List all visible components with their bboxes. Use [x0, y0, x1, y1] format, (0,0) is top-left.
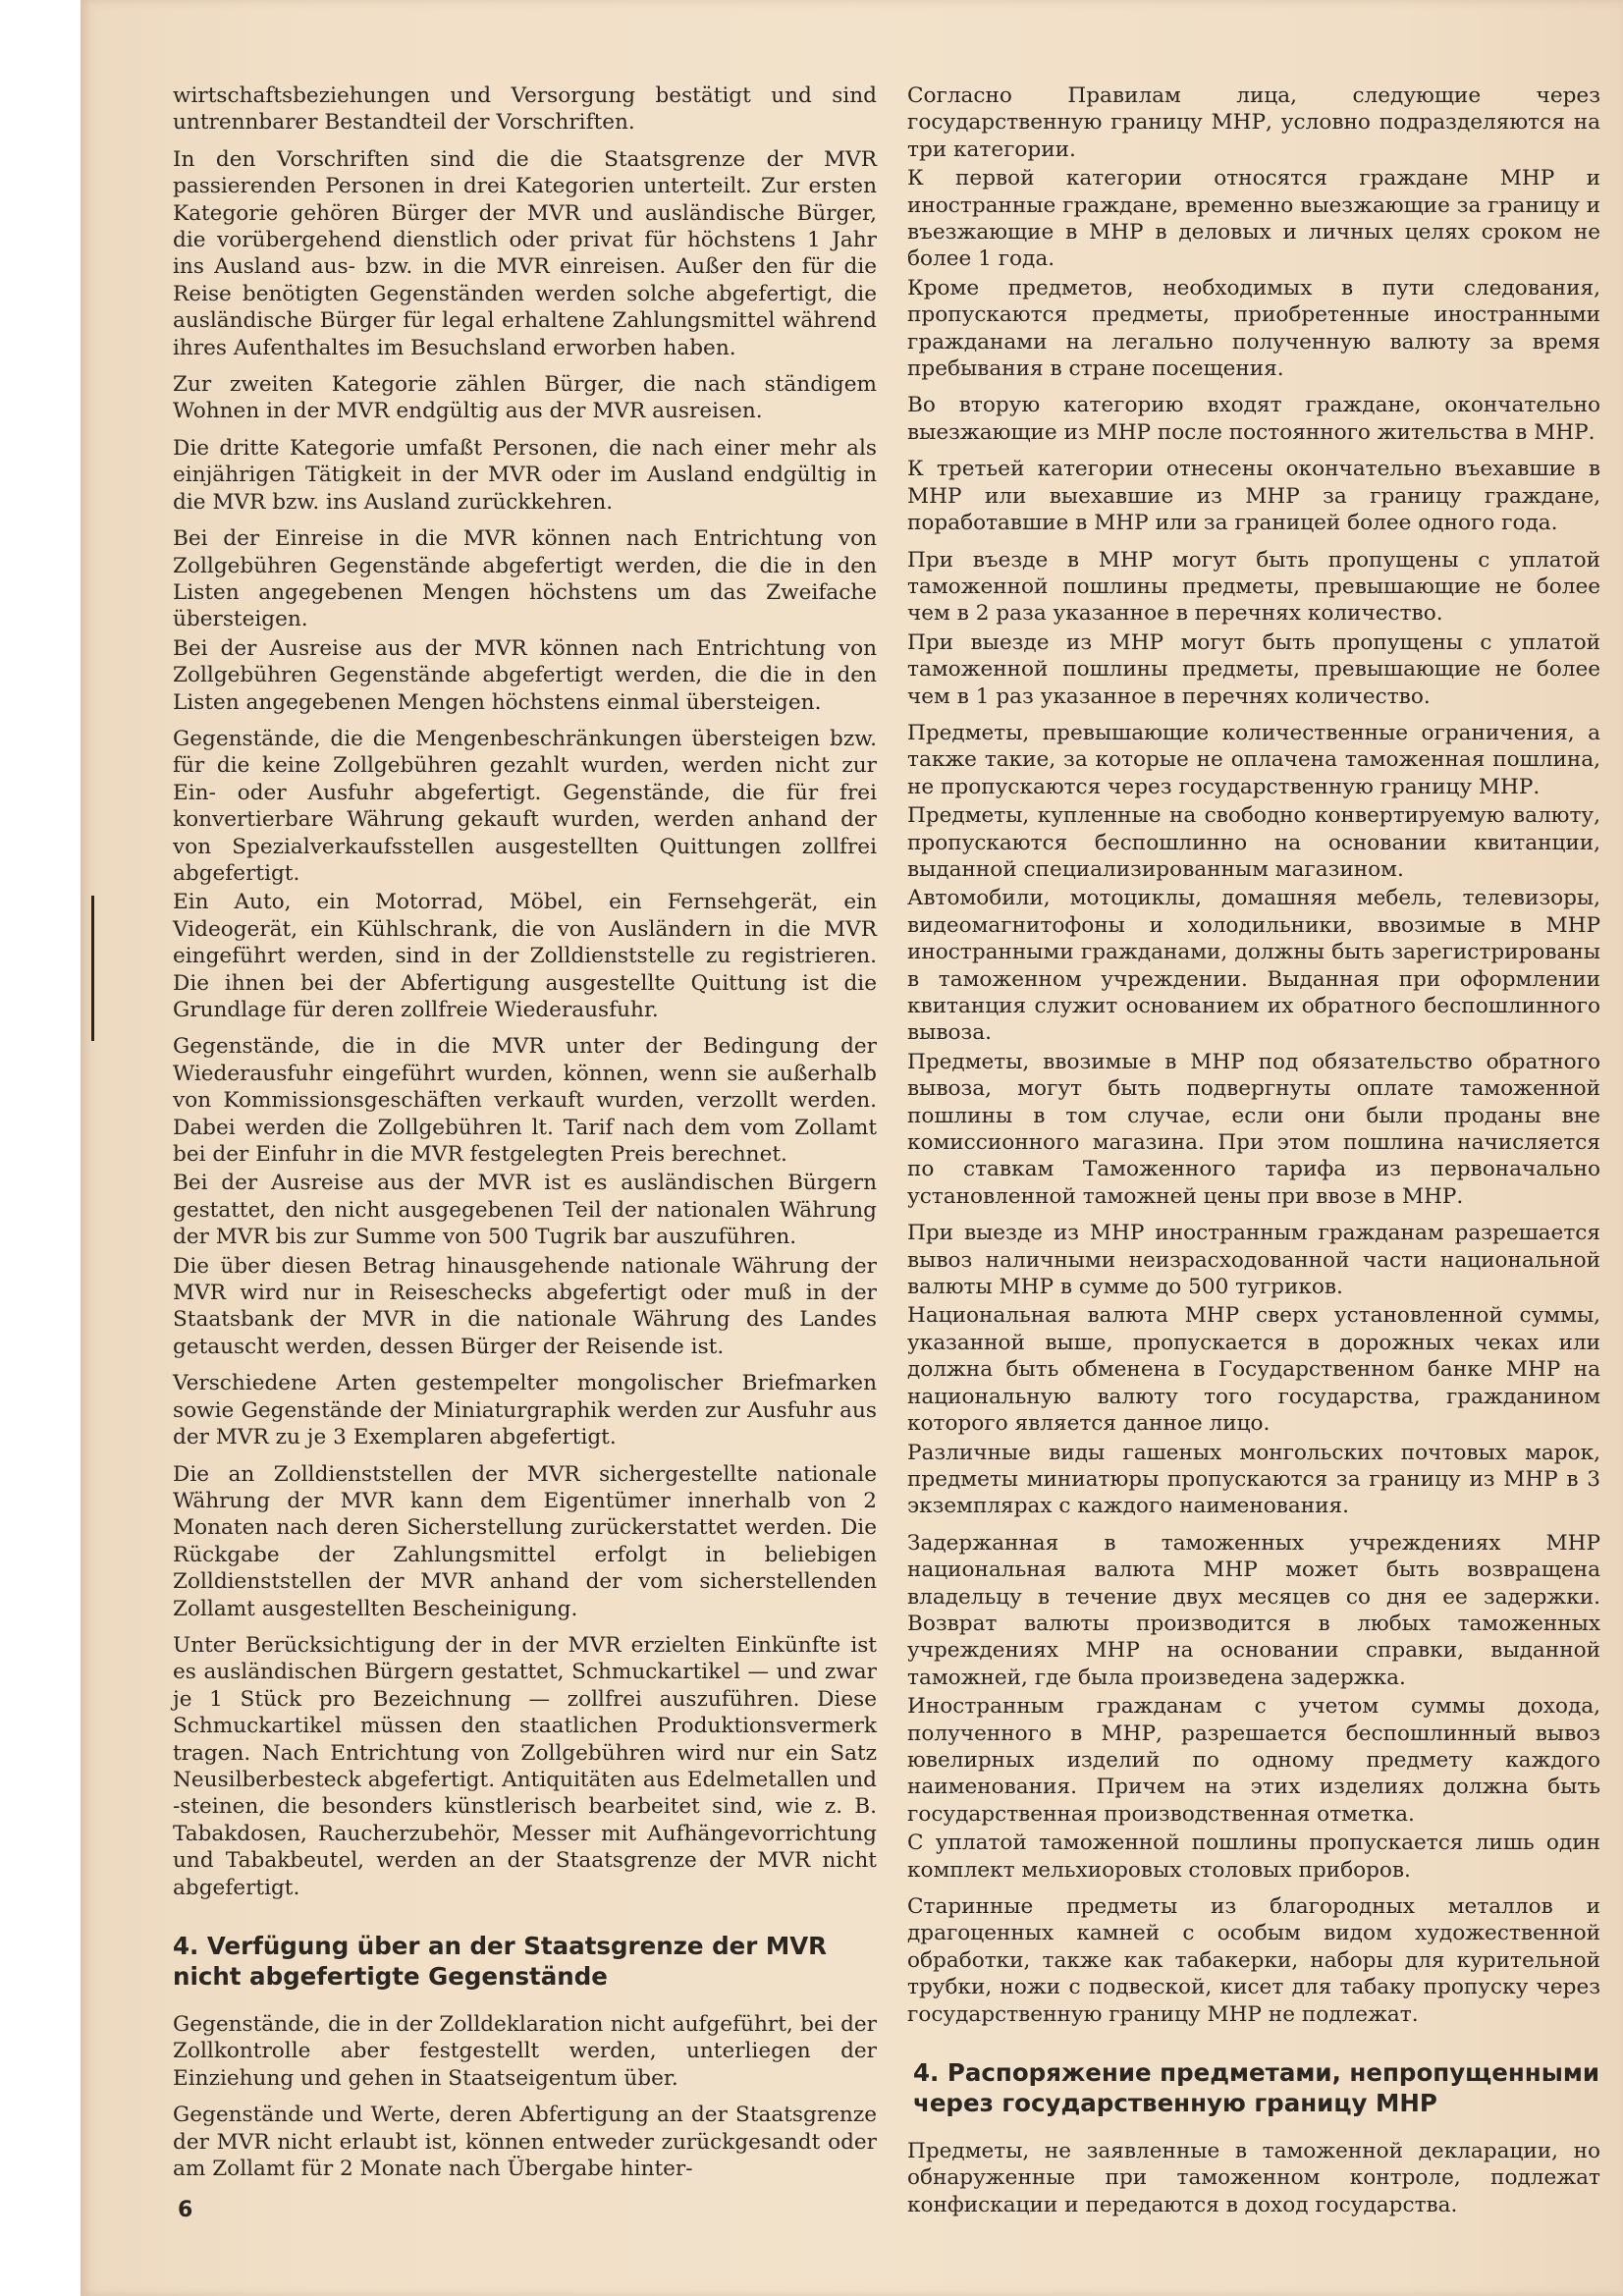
german-paragraph: Gegenstände, die in die MVR unter der Bedingung der Wiederausfuhr eingeführt wurden, können, wenn sie außerhalb von Kommissionsgeschäften verkauft wurden, verzollt werden. Dabei werden die Zollgebühren lt. Tarif nach dem vom Zollamt bei der Einfuhr in die MVR festgelegten Preis berechnet. [173, 1034, 877, 1168]
german-column [173, 82, 877, 2192]
russian-paragraph: С уплатой таможенной пошлины пропускается лишь один комплект мельхиоровых столовых приборов. [907, 1831, 1600, 1883]
german-paragraph: Gegenstände, die in der Zolldeklaration nicht aufgeführt, bei der Zollkontrolle aber festgestellt werden, unterliegen der Einziehung und gehen in Staatseigentum über. [173, 2012, 877, 2091]
german-paragraph: Bei der Ausreise aus der MVR ist es ausländischen Bürgern gestattet, den nicht ausgegebenen Teil der nationalen Währung der MVR bis zur Summe von 500 Tugrik bar auszuführen. [173, 1171, 877, 1250]
russian-paragraph: Предметы, не заявленные в таможенной декларации, но обнаруженные при таможенном контроле, подлежат конфискации и передаются в доход государства. [907, 2139, 1600, 2217]
german-section-heading: 4. Verfügung über an der Staatsgrenze der MVR nicht abgefertigte Gegenstände [173, 1932, 828, 1991]
german-paragraph: Bei der Ausreise aus der MVR können nach Entrichtung von Zollgebühren Gegenstände abgefertigt werden, die die in den Listen angegebenen Mengen höchstens einmal übersteigen. [173, 635, 877, 715]
german-paragraph: Die über diesen Betrag hinausgehende nationale Währung der MVR wird nur in Reiseschecks abgefertigt oder muß in der Staatsbank der MVR in die nationale Währung des Landes getauscht werden, dessen Bürger der Reisende ist. [173, 1253, 877, 1359]
german-paragraph: In den Vorschriften sind die die Staatsgrenze der MVR passierenden Personen in drei Kategorien unterteilt. Zur ersten Kategorie gehören Bürger der MVR und ausländische Bürger, die vorübergehend dienstlich oder privat für höchstens 1 Jahr ins Ausland aus- bzw. in die MVR einreisen. Außer den für die Reise benötigten Gegenständen werden solche abgefertigt, die ausländische Bürger für legal erhaltene Zahlungsmittel während ihres Aufenthaltes im Besuchsland erworben haben. [173, 146, 877, 360]
russian-paragraph: При въезде в МНР могут быть пропущены с уплатой таможенной пошлины предметы, превышающие не более чем в 2 раза указанное в перечнях количество. [907, 547, 1600, 627]
russian-paragraph: Во вторую категорию входят граждане, окончательно выезжающие из МНР после постоянного жительства в МНР. [907, 393, 1600, 445]
russian-paragraph: При выезде из МНР иностранным гражданам разрешается вывоз наличными неизрасходованной части национальной валюты МНР в сумме до 500 тугриков. [907, 1221, 1600, 1300]
german-paragraph: Zur zweiten Kategorie zählen Bürger, die nach ständigem Wohnen in der MVR endgültig aus der MVR ausreisen. [173, 372, 877, 424]
russian-paragraph: Согласно Правилам лица, следующие через государственную границу МНР, условно подразделяются на три категории. [907, 83, 1600, 162]
russian-paragraph: Автомобили, мотоциклы, домашняя мебель, телевизоры, видеомагнитофоны и холодильники, ввозимые в МНР иностранными гражданами, должны быть зарегистрированы в таможенном учреждении. Выданная при оформлении квитанция служит основанием их обратного беспошлинного вывоза. [907, 886, 1600, 1046]
russian-paragraph: При выезде из МНР могут быть пропущены с уплатой таможенной пошлины предметы, превышающие не более чем в 1 раз указанное в перечнях количество. [907, 629, 1600, 709]
german-paragraph: Gegenstände und Werte, deren Abfertigung an der Staatsgrenze der MVR nicht erlaubt ist, können entweder zurückgesandt oder am Zollamt für 2 Monate nach Übergabe hinter- [173, 2103, 877, 2182]
german-paragraph: Unter Berücksichtigung der in der MVR erzielten Einkünfte ist es ausländischen Bürgern gestattet, Schmuckartikel — und zwar je 1 Stück pro Bezeichnung — zollfrei auszuführen. Diese Schmuckartikel müssen den staatlichen Produktionsvermerk tragen. Nach Entrichtung von Zollgebühren wird nur ein Satz Neusilberbesteck abgefertigt. Antiquitäten aus Edelmetallen und -steinen, die besonders künstlerisch bearbeitet sind, wie z. B. Tabakdosen, Raucherzubehör, Messer mit Aufhängevorrichtung und Tabakbeutel, werden an der Staatsgrenze der MVR nicht abgefertigt. [173, 1632, 877, 1900]
german-paragraph: Die dritte Kategorie umfaßt Personen, die nach einer mehr als einjährigen Tätigkeit in der MVR oder im Ausland endgültig in die MVR bzw. ins Ausland zurückkehren. [173, 435, 877, 515]
german-paragraph: Bei der Einreise in die MVR können nach Entrichtung von Zollgebühren Gegenstände abgefertigt werden, die die in den Listen angegebenen Mengen höchstens um das Zweifache übersteigen. [173, 526, 877, 632]
russian-paragraph: Национальная валюта МНР сверх установленной суммы, указанной выше, пропускается в дорожных чеках или должна быть обменена в Государственном банке МНР на национальную валюту того государства, гражданином которого является данное лицо. [907, 1303, 1600, 1437]
german-paragraph: wirtschaftsbeziehungen und Versorgung bestätigt und sind untrennbarer Bestandteil der Vorschriften. [173, 83, 877, 136]
russian-paragraph: Предметы, ввозимые в МНР под обязательство обратного вывоза, могут быть подвергнуты оплате таможенной пошлины в том случае, если они были проданы вне комиссионного магазина. При этом пошлина начисляется по ставкам Таможенного тарифа из первоначально установленной таможней цены при ввозе в МНР. [907, 1049, 1600, 1209]
russian-paragraph: Старинные предметы из благородных металлов и драгоценных камней с особым видом художественной обработки, также как табакерки, наборы для курительной трубки, ножи с подвеской, кисет для табаку пропуску через государственную границу МНР не подлежат. [907, 1894, 1600, 2027]
russian-section-heading: 4. Распоряжение предметами, непропущенными через государственную границу МНР [913, 2058, 1600, 2118]
russian-paragraph: Предметы, превышающие количественные ограничения, а также такие, за которые не оплачена таможенная пошлина, не пропускаются через государственную границу МНР. [907, 720, 1600, 799]
russian-paragraph: Иностранным гражданам с учетом суммы дохода, полученного в МНР, разрешается беспошлинный вывоз ювелирных изделий по одному предмету каждого наименования. Причем на этих изделиях должна быть государственная производственная отметка. [907, 1694, 1600, 1827]
page-number: 6 [178, 2198, 193, 2222]
russian-paragraph: Задержанная в таможенных учреждениях МНР национальная валюта МНР может быть возвращена владельцу в течение двух месяцев со дня ее задержки. Возврат валюты производится в любых таможенных учреждениях МНР на основании справки, выданной таможней, где была произведена задержка. [907, 1530, 1600, 1690]
russian-paragraph: Различные виды гашеных монгольских почтовых марок, предметы миниатюры пропускаются за границу из МНР в 3 экземплярах с каждого наименования. [907, 1440, 1600, 1519]
russian-paragraph: К первой категории относятся граждане МНР и иностранные граждане, временно выезжающие за границу и въезжающие в МНР в деловых и личных целях сроком не более 1 года. [907, 166, 1600, 272]
german-paragraph: Gegenstände, die die Mengenbeschränkungen übersteigen bzw. für die keine Zollgebühren gezahlt wurden, werden nicht zur Ein- oder Ausfuhr abgefertigt. Gegenstände, die für frei konvertierbare Währung gekauft wurden, werden anhand der von Spezialverkaufsstellen ausgestellten Quittungen zollfrei abgefertigt. [173, 726, 877, 886]
russian-column [907, 82, 1600, 2228]
russian-paragraph: Кроме предметов, необходимых в пути следования, пропускаются предметы, приобретенные иностранными гражданами на легально полученную валюту за время пребывания в стране посещения. [907, 275, 1600, 382]
german-paragraph: Verschiedene Arten gestempelter mongolischer Briefmarken sowie Gegenstände der Miniaturgraphik werden zur Ausfuhr aus der MVR zu je 3 Exemplaren abgefertigt. [173, 1371, 877, 1450]
german-paragraph: Die an Zolldienststellen der MVR sichergestellte nationale Währung der MVR kann dem Eigentümer innerhalb von 2 Monaten nach deren Sicherstellung zurückerstattet werden. Die Rückgabe der Zahlungsmittel erfolgt in beliebigen Zolldienststellen der MVR anhand der vom sicherstellenden Zollamt ausgestellten Bescheinigung. [173, 1461, 877, 1621]
russian-paragraph: Предметы, купленные на свободно конвертируемую валюту, пропускаются беспошлинно на основании квитанции, выданной специализированным магазином. [907, 803, 1600, 882]
german-paragraph: Ein Auto, ein Motorrad, Möbel, ein Fernsehgerät, ein Videogerät, ein Kühlschrank, die von Ausländern in die MVR eingeführt werden, sind in der Zolldienststelle zu registrieren. Die ihnen bei der Abfertigung ausgestellte Quittung ist die Grundlage für deren zollfreie Wiederausfuhr. [173, 890, 877, 1022]
russian-paragraph: К третьей категории отнесены окончательно въехавшие в МНР или выехавшие из МНР за границу граждане, поработавшие в МНР или за границей более одного года. [907, 457, 1600, 536]
margin-mark [91, 896, 94, 1041]
